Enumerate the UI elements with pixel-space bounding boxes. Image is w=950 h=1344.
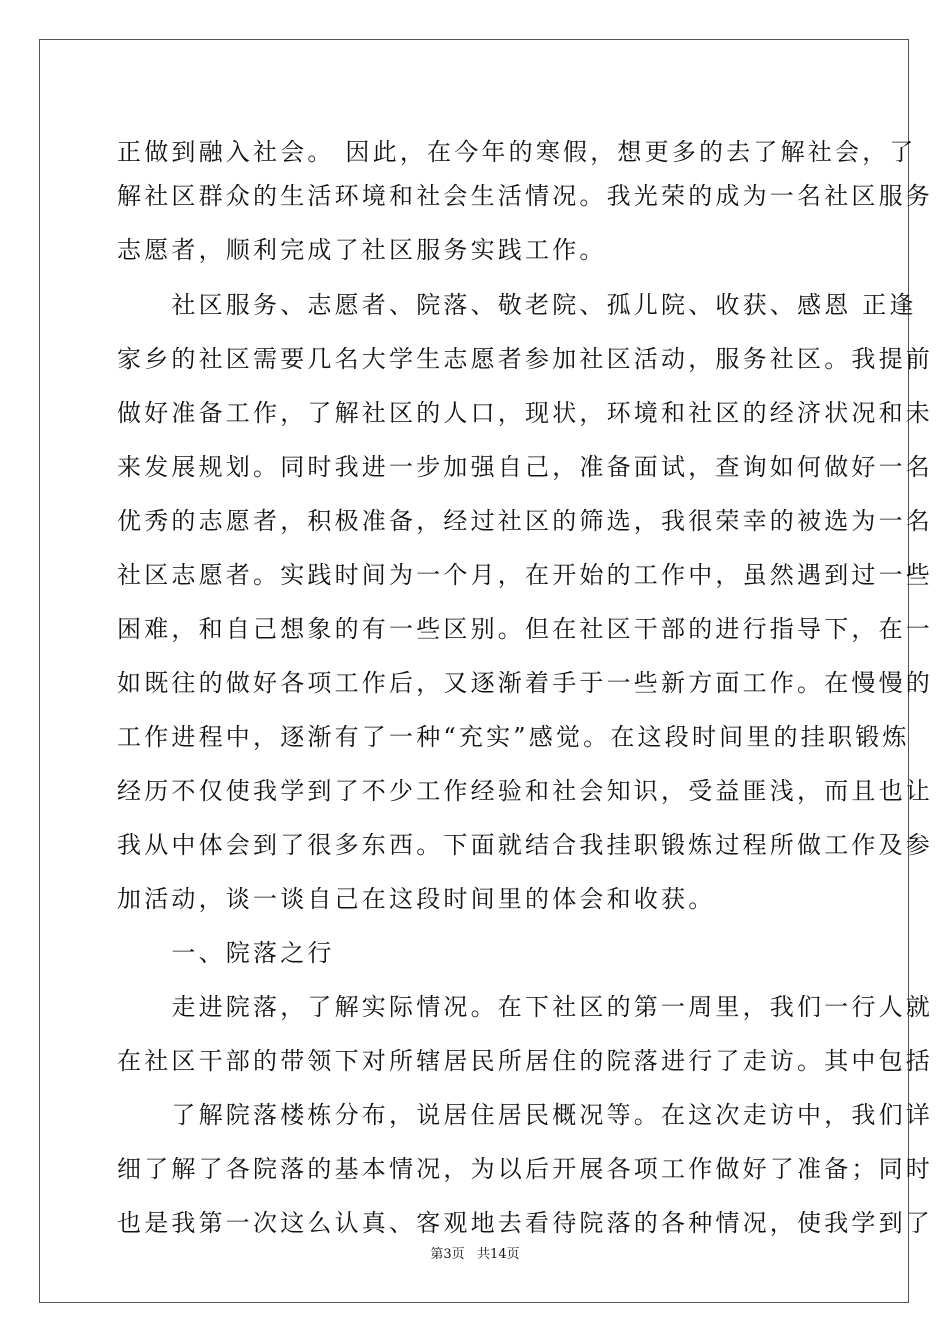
text-line: 志愿者，顺利完成了社区服务实践工作。 [117, 236, 607, 264]
text-line: 也是我第一次这么认真、客观地去看待院落的各种情况，使我学到了 [117, 1209, 933, 1237]
text-line: 走进院落，了解实际情况。在下社区的第一周里，我们一行人就 [117, 993, 933, 1021]
text-line: 细了解了各院落的基本情况，为以后开展各项工作做好了准备；同时 [117, 1155, 933, 1183]
section-heading: 一、院落之行 [117, 939, 335, 967]
text-line: 做好准备工作，了解社区的人口，现状，环境和社区的经济状况和未 [117, 399, 933, 427]
text-line: 如既往的做好各项工作后，又逐渐着手于一些新方面工作。在慢慢的 [117, 669, 933, 697]
text-line: 家乡的社区需要几名大学生志愿者参加社区活动，服务社区。我提前 [117, 345, 933, 373]
text-line: 加活动，谈一谈自己在这段时间里的体会和收获。 [117, 885, 716, 913]
text-line: 来发展规划。同时我进一步加强自己，准备面试，查询如何做好一名 [117, 453, 933, 481]
text-line: 社区志愿者。实践时间为一个月，在开始的工作中，虽然遇到过一些 [117, 561, 933, 589]
text-line: 困难，和自己想象的有一些区别。但在社区干部的进行指导下，在一 [117, 615, 933, 643]
page-number: 第3页 共14页 [430, 1247, 520, 1262]
text-line: 优秀的志愿者，积极准备，经过社区的筛选，我很荣幸的被选为一名 [117, 507, 933, 535]
text-line: 在社区干部的带领下对所辖居民所居住的院落进行了走访。其中包括 [117, 1047, 933, 1075]
text-line: 了解院落楼栋分布，说居住居民概况等。在这次走访中，我们详 [117, 1101, 933, 1129]
text-line: 工作进程中，逐渐有了一种“充实”感觉。在这段时间里的挂职锻炼 [117, 723, 910, 751]
text-line: 正做到融入社会。 因此，在今年的寒假，想更多的去了解社会，了 [117, 138, 917, 166]
text-line: 经历不仅使我学到了不少工作经验和社会知识，受益匪浅，而且也让 [117, 777, 933, 805]
text-line: 社区服务、志愿者、院落、敬老院、孤儿院、收获、感恩 正逢 [117, 291, 917, 319]
text-line: 我从中体会到了很多东西。下面就结合我挂职锻炼过程所做工作及参 [117, 831, 933, 859]
text-line: 解社区群众的生活环境和社会生活情况。我光荣的成为一名社区服务 [117, 182, 933, 210]
